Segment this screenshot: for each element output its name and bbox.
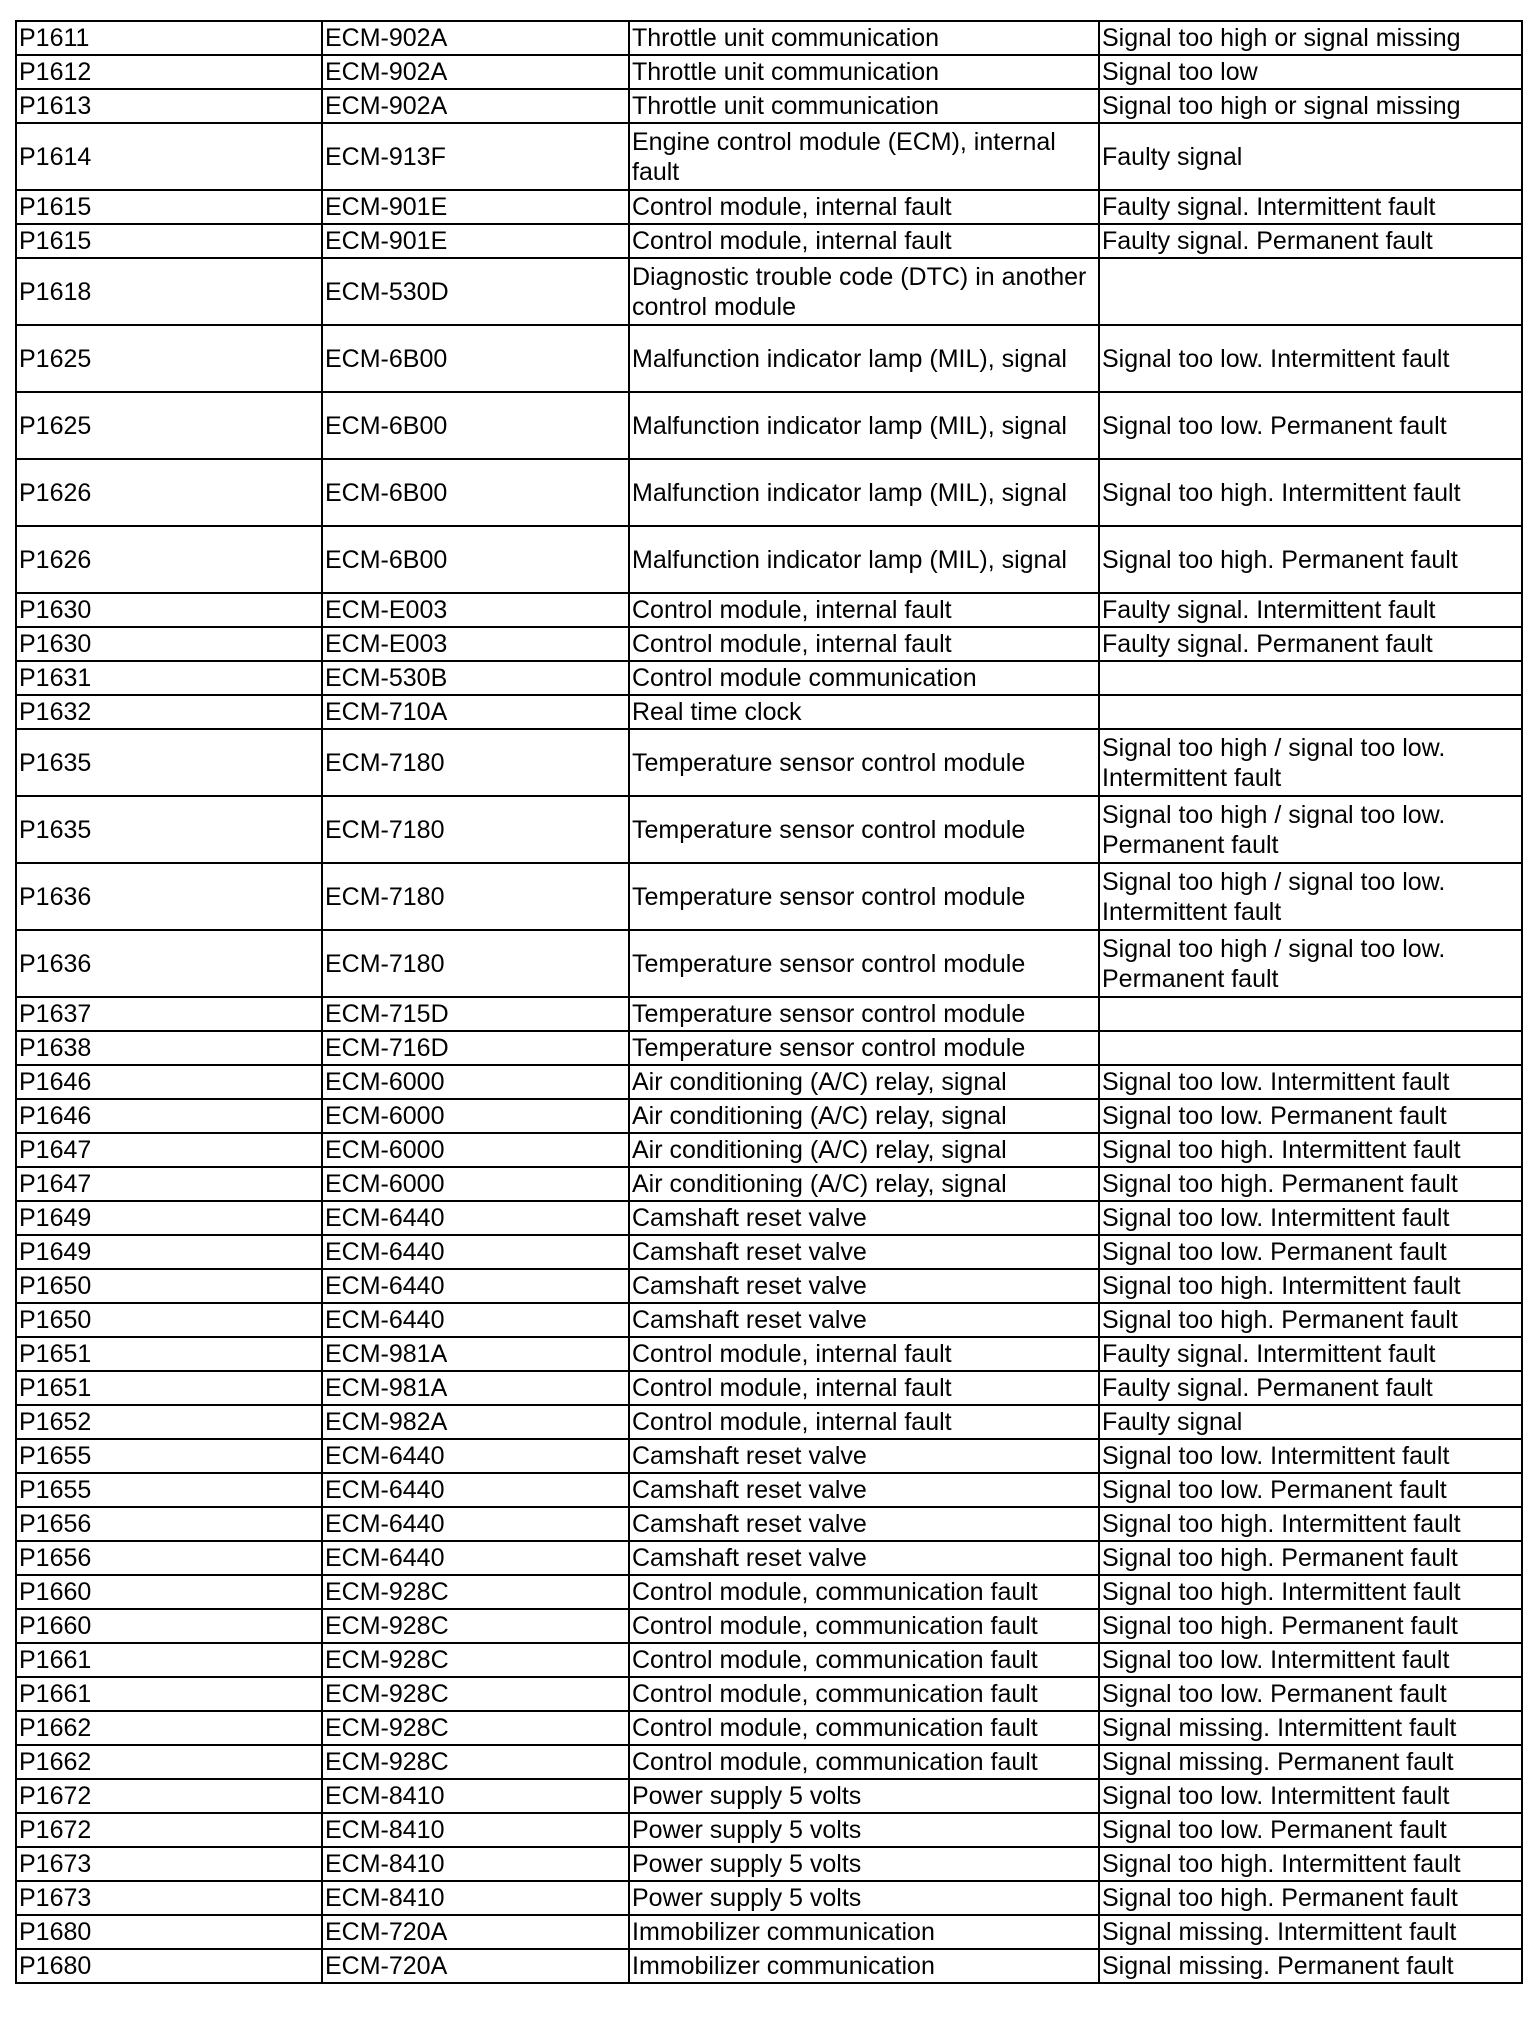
dtc-code-cell: P1672: [16, 1813, 322, 1847]
dtc-code-cell: P1649: [16, 1201, 322, 1235]
component-cell: Control module, communication fault: [629, 1609, 1099, 1643]
table-row: [16, 526, 1522, 593]
component-cell: Engine control module (ECM), internal fault: [629, 123, 1099, 190]
table-row: [16, 1677, 1522, 1711]
component-cell: Power supply 5 volts: [629, 1813, 1099, 1847]
fault-description-cell: Signal too high. Intermittent fault: [1099, 1507, 1522, 1541]
component-cell: Air conditioning (A/C) relay, signal: [629, 1065, 1099, 1099]
ecm-code-cell: ECM-8410: [322, 1881, 629, 1915]
dtc-code-cell: P1651: [16, 1371, 322, 1405]
fault-description-cell: [1099, 997, 1522, 1031]
dtc-code-cell: P1618: [16, 258, 322, 325]
table-row: [16, 1541, 1522, 1575]
table-row: [16, 1167, 1522, 1201]
ecm-code-cell: ECM-6440: [322, 1439, 629, 1473]
ecm-code-cell: ECM-715D: [322, 997, 629, 1031]
component-cell: Immobilizer communication: [629, 1915, 1099, 1949]
dtc-code-cell: P1672: [16, 1779, 322, 1813]
ecm-code-cell: ECM-6440: [322, 1541, 629, 1575]
table-row: [16, 392, 1522, 459]
dtc-code-cell: P1614: [16, 123, 322, 190]
table-row: [16, 190, 1522, 224]
ecm-code-cell: ECM-6440: [322, 1201, 629, 1235]
component-cell: Control module, internal fault: [629, 627, 1099, 661]
fault-description-cell: Signal too low. Intermittent fault: [1099, 1201, 1522, 1235]
ecm-code-cell: ECM-720A: [322, 1949, 629, 1983]
component-cell: Control module, communication fault: [629, 1745, 1099, 1779]
dtc-table: [15, 20, 1523, 1984]
component-cell: Camshaft reset valve: [629, 1541, 1099, 1575]
dtc-code-cell: P1680: [16, 1949, 322, 1983]
component-cell: Temperature sensor control module: [629, 930, 1099, 997]
dtc-code-cell: P1625: [16, 392, 322, 459]
dtc-code-cell: P1615: [16, 190, 322, 224]
dtc-code-cell: P1636: [16, 863, 322, 930]
component-cell: Control module, communication fault: [629, 1643, 1099, 1677]
dtc-code-cell: P1637: [16, 997, 322, 1031]
ecm-code-cell: ECM-913F: [322, 123, 629, 190]
fault-description-cell: Signal too low. Permanent fault: [1099, 1235, 1522, 1269]
fault-description-cell: Signal too low. Intermittent fault: [1099, 325, 1522, 392]
component-cell: Control module, communication fault: [629, 1575, 1099, 1609]
ecm-code-cell: ECM-E003: [322, 593, 629, 627]
fault-description-cell: Signal too low. Permanent fault: [1099, 392, 1522, 459]
fault-description-cell: Signal too high. Intermittent fault: [1099, 1847, 1522, 1881]
ecm-code-cell: ECM-6000: [322, 1167, 629, 1201]
component-cell: Power supply 5 volts: [629, 1881, 1099, 1915]
table-row: [16, 258, 1522, 325]
table-row: [16, 796, 1522, 863]
dtc-code-cell: P1673: [16, 1881, 322, 1915]
ecm-code-cell: ECM-8410: [322, 1813, 629, 1847]
component-cell: Temperature sensor control module: [629, 997, 1099, 1031]
fault-description-cell: Signal too high. Permanent fault: [1099, 1167, 1522, 1201]
dtc-code-cell: P1638: [16, 1031, 322, 1065]
fault-description-cell: Signal too high. Permanent fault: [1099, 1881, 1522, 1915]
component-cell: Camshaft reset valve: [629, 1439, 1099, 1473]
table-row: [16, 459, 1522, 526]
ecm-code-cell: ECM-7180: [322, 863, 629, 930]
table-row: [16, 695, 1522, 729]
component-cell: Temperature sensor control module: [629, 1031, 1099, 1065]
table-row: [16, 1235, 1522, 1269]
dtc-code-cell: P1649: [16, 1235, 322, 1269]
component-cell: Control module, communication fault: [629, 1711, 1099, 1745]
table-row: [16, 1643, 1522, 1677]
component-cell: Air conditioning (A/C) relay, signal: [629, 1099, 1099, 1133]
dtc-code-cell: P1660: [16, 1609, 322, 1643]
dtc-code-cell: P1655: [16, 1439, 322, 1473]
component-cell: Malfunction indicator lamp (MIL), signal: [629, 459, 1099, 526]
ecm-code-cell: ECM-6440: [322, 1269, 629, 1303]
ecm-code-cell: ECM-981A: [322, 1371, 629, 1405]
ecm-code-cell: ECM-901E: [322, 190, 629, 224]
component-cell: Control module, internal fault: [629, 224, 1099, 258]
table-row: [16, 1915, 1522, 1949]
component-cell: Camshaft reset valve: [629, 1201, 1099, 1235]
fault-description-cell: Signal missing. Permanent fault: [1099, 1745, 1522, 1779]
table-row: [16, 55, 1522, 89]
ecm-code-cell: ECM-928C: [322, 1711, 629, 1745]
fault-description-cell: Signal too high. Intermittent fault: [1099, 459, 1522, 526]
table-row: [16, 21, 1522, 55]
component-cell: Temperature sensor control module: [629, 863, 1099, 930]
fault-description-cell: Faulty signal. Permanent fault: [1099, 1371, 1522, 1405]
fault-description-cell: [1099, 661, 1522, 695]
dtc-code-cell: P1656: [16, 1541, 322, 1575]
fault-description-cell: Signal missing. Intermittent fault: [1099, 1915, 1522, 1949]
ecm-code-cell: ECM-982A: [322, 1405, 629, 1439]
ecm-code-cell: ECM-710A: [322, 695, 629, 729]
dtc-code-cell: P1662: [16, 1745, 322, 1779]
component-cell: Power supply 5 volts: [629, 1779, 1099, 1813]
component-cell: Camshaft reset valve: [629, 1235, 1099, 1269]
component-cell: Throttle unit communication: [629, 89, 1099, 123]
ecm-code-cell: ECM-6000: [322, 1099, 629, 1133]
fault-description-cell: Signal too low. Permanent fault: [1099, 1473, 1522, 1507]
fault-description-cell: Faulty signal. Intermittent fault: [1099, 190, 1522, 224]
ecm-code-cell: ECM-720A: [322, 1915, 629, 1949]
table-row: [16, 1711, 1522, 1745]
fault-description-cell: Faulty signal. Intermittent fault: [1099, 593, 1522, 627]
table-row: [16, 1813, 1522, 1847]
ecm-code-cell: ECM-6B00: [322, 459, 629, 526]
component-cell: Camshaft reset valve: [629, 1473, 1099, 1507]
component-cell: Control module communication: [629, 661, 1099, 695]
dtc-code-cell: P1630: [16, 627, 322, 661]
ecm-code-cell: ECM-6440: [322, 1235, 629, 1269]
table-row: [16, 997, 1522, 1031]
ecm-code-cell: ECM-716D: [322, 1031, 629, 1065]
ecm-code-cell: ECM-6440: [322, 1473, 629, 1507]
component-cell: Throttle unit communication: [629, 55, 1099, 89]
component-cell: Control module, internal fault: [629, 1405, 1099, 1439]
ecm-code-cell: ECM-6B00: [322, 392, 629, 459]
dtc-code-cell: P1651: [16, 1337, 322, 1371]
dtc-code-cell: P1613: [16, 89, 322, 123]
table-row: [16, 1949, 1522, 1983]
table-row: [16, 1065, 1522, 1099]
dtc-code-cell: P1646: [16, 1099, 322, 1133]
table-row: [16, 627, 1522, 661]
ecm-code-cell: ECM-7180: [322, 796, 629, 863]
fault-description-cell: Faulty signal: [1099, 1405, 1522, 1439]
dtc-code-cell: P1612: [16, 55, 322, 89]
dtc-code-cell: P1647: [16, 1133, 322, 1167]
ecm-code-cell: ECM-901E: [322, 224, 629, 258]
dtc-code-cell: P1650: [16, 1303, 322, 1337]
component-cell: Camshaft reset valve: [629, 1507, 1099, 1541]
table-row: [16, 1031, 1522, 1065]
component-cell: Malfunction indicator lamp (MIL), signal: [629, 392, 1099, 459]
ecm-code-cell: ECM-928C: [322, 1609, 629, 1643]
table-row: [16, 1269, 1522, 1303]
ecm-code-cell: ECM-8410: [322, 1847, 629, 1881]
ecm-code-cell: ECM-E003: [322, 627, 629, 661]
component-cell: Real time clock: [629, 695, 1099, 729]
ecm-code-cell: ECM-6440: [322, 1303, 629, 1337]
fault-description-cell: Signal missing. Permanent fault: [1099, 1949, 1522, 1983]
table-row: [16, 1099, 1522, 1133]
dtc-code-cell: P1615: [16, 224, 322, 258]
dtc-table-body: [16, 21, 1522, 1983]
fault-description-cell: Signal too low. Intermittent fault: [1099, 1643, 1522, 1677]
component-cell: Camshaft reset valve: [629, 1303, 1099, 1337]
table-row: [16, 89, 1522, 123]
fault-description-cell: [1099, 258, 1522, 325]
ecm-code-cell: ECM-6B00: [322, 325, 629, 392]
ecm-code-cell: ECM-6000: [322, 1133, 629, 1167]
fault-description-cell: Signal too high or signal missing: [1099, 21, 1522, 55]
dtc-code-cell: P1655: [16, 1473, 322, 1507]
dtc-code-cell: P1626: [16, 526, 322, 593]
fault-description-cell: Signal too high. Intermittent fault: [1099, 1575, 1522, 1609]
fault-description-cell: [1099, 1031, 1522, 1065]
table-row: [16, 1745, 1522, 1779]
fault-description-cell: Signal too low. Intermittent fault: [1099, 1439, 1522, 1473]
table-row: [16, 1575, 1522, 1609]
fault-description-cell: Signal too high. Intermittent fault: [1099, 1269, 1522, 1303]
ecm-code-cell: ECM-7180: [322, 729, 629, 796]
fault-description-cell: Signal too high. Permanent fault: [1099, 1303, 1522, 1337]
table-row: [16, 1473, 1522, 1507]
ecm-code-cell: ECM-928C: [322, 1643, 629, 1677]
fault-description-cell: Faulty signal. Permanent fault: [1099, 224, 1522, 258]
fault-description-cell: Signal too high. Permanent fault: [1099, 1541, 1522, 1575]
fault-description-cell: Signal too high / signal too low. Intermittent fault: [1099, 863, 1522, 930]
fault-description-cell: Signal too low. Permanent fault: [1099, 1099, 1522, 1133]
ecm-code-cell: ECM-8410: [322, 1779, 629, 1813]
component-cell: Control module, communication fault: [629, 1677, 1099, 1711]
fault-description-cell: Signal too high. Permanent fault: [1099, 526, 1522, 593]
component-cell: Control module, internal fault: [629, 190, 1099, 224]
ecm-code-cell: ECM-902A: [322, 55, 629, 89]
fault-description-cell: Faulty signal. Intermittent fault: [1099, 1337, 1522, 1371]
ecm-code-cell: ECM-530B: [322, 661, 629, 695]
ecm-code-cell: ECM-6B00: [322, 526, 629, 593]
ecm-code-cell: ECM-928C: [322, 1745, 629, 1779]
component-cell: Air conditioning (A/C) relay, signal: [629, 1167, 1099, 1201]
component-cell: Temperature sensor control module: [629, 729, 1099, 796]
dtc-code-cell: P1662: [16, 1711, 322, 1745]
table-row: [16, 123, 1522, 190]
table-row: [16, 1201, 1522, 1235]
dtc-code-cell: P1647: [16, 1167, 322, 1201]
fault-description-cell: Signal too high. Permanent fault: [1099, 1609, 1522, 1643]
ecm-code-cell: ECM-7180: [322, 930, 629, 997]
table-row: [16, 224, 1522, 258]
dtc-code-cell: P1635: [16, 729, 322, 796]
component-cell: Temperature sensor control module: [629, 796, 1099, 863]
component-cell: Malfunction indicator lamp (MIL), signal: [629, 325, 1099, 392]
ecm-code-cell: ECM-928C: [322, 1677, 629, 1711]
fault-description-cell: Signal too low: [1099, 55, 1522, 89]
table-row: [16, 1507, 1522, 1541]
table-row: [16, 1405, 1522, 1439]
table-row: [16, 1779, 1522, 1813]
table-row: [16, 930, 1522, 997]
table-row: [16, 593, 1522, 627]
dtc-code-cell: P1635: [16, 796, 322, 863]
fault-description-cell: Signal too high / signal too low. Permanent fault: [1099, 930, 1522, 997]
table-row: [16, 1133, 1522, 1167]
dtc-code-cell: P1680: [16, 1915, 322, 1949]
dtc-code-cell: P1630: [16, 593, 322, 627]
fault-description-cell: Signal too low. Permanent fault: [1099, 1677, 1522, 1711]
dtc-code-cell: P1646: [16, 1065, 322, 1099]
table-row: [16, 1337, 1522, 1371]
table-row: [16, 1303, 1522, 1337]
fault-description-cell: Signal too high. Intermittent fault: [1099, 1133, 1522, 1167]
component-cell: Diagnostic trouble code (DTC) in another control module: [629, 258, 1099, 325]
component-cell: Control module, internal fault: [629, 593, 1099, 627]
fault-description-cell: Signal too high / signal too low. Intermittent fault: [1099, 729, 1522, 796]
fault-description-cell: Signal too low. Intermittent fault: [1099, 1779, 1522, 1813]
table-row: [16, 1881, 1522, 1915]
component-cell: Malfunction indicator lamp (MIL), signal: [629, 526, 1099, 593]
fault-description-cell: Signal too high or signal missing: [1099, 89, 1522, 123]
component-cell: Control module, internal fault: [629, 1337, 1099, 1371]
fault-description-cell: Signal too low. Permanent fault: [1099, 1813, 1522, 1847]
dtc-code-cell: P1626: [16, 459, 322, 526]
fault-description-cell: [1099, 695, 1522, 729]
table-row: [16, 1439, 1522, 1473]
table-row: [16, 325, 1522, 392]
dtc-code-cell: P1673: [16, 1847, 322, 1881]
dtc-code-cell: P1660: [16, 1575, 322, 1609]
ecm-code-cell: ECM-530D: [322, 258, 629, 325]
fault-description-cell: Signal too low. Intermittent fault: [1099, 1065, 1522, 1099]
table-row: [16, 1609, 1522, 1643]
table-row: [16, 1847, 1522, 1881]
dtc-code-cell: P1650: [16, 1269, 322, 1303]
component-cell: Power supply 5 volts: [629, 1847, 1099, 1881]
dtc-code-cell: P1652: [16, 1405, 322, 1439]
fault-description-cell: Signal too high / signal too low. Permanent fault: [1099, 796, 1522, 863]
dtc-code-cell: P1631: [16, 661, 322, 695]
table-row: [16, 661, 1522, 695]
fault-description-cell: Signal missing. Intermittent fault: [1099, 1711, 1522, 1745]
ecm-code-cell: ECM-928C: [322, 1575, 629, 1609]
dtc-code-cell: P1632: [16, 695, 322, 729]
dtc-code-cell: P1656: [16, 1507, 322, 1541]
dtc-code-cell: P1661: [16, 1643, 322, 1677]
ecm-code-cell: ECM-6000: [322, 1065, 629, 1099]
component-cell: Throttle unit communication: [629, 21, 1099, 55]
dtc-code-cell: P1611: [16, 21, 322, 55]
table-row: [16, 729, 1522, 796]
dtc-code-cell: P1661: [16, 1677, 322, 1711]
fault-description-cell: Faulty signal. Permanent fault: [1099, 627, 1522, 661]
dtc-code-cell: P1636: [16, 930, 322, 997]
table-row: [16, 863, 1522, 930]
component-cell: Control module, internal fault: [629, 1371, 1099, 1405]
ecm-code-cell: ECM-902A: [322, 89, 629, 123]
dtc-code-cell: P1625: [16, 325, 322, 392]
fault-description-cell: Faulty signal: [1099, 123, 1522, 190]
component-cell: Camshaft reset valve: [629, 1269, 1099, 1303]
table-row: [16, 1371, 1522, 1405]
component-cell: Air conditioning (A/C) relay, signal: [629, 1133, 1099, 1167]
ecm-code-cell: ECM-6440: [322, 1507, 629, 1541]
component-cell: Immobilizer communication: [629, 1949, 1099, 1983]
ecm-code-cell: ECM-902A: [322, 21, 629, 55]
ecm-code-cell: ECM-981A: [322, 1337, 629, 1371]
